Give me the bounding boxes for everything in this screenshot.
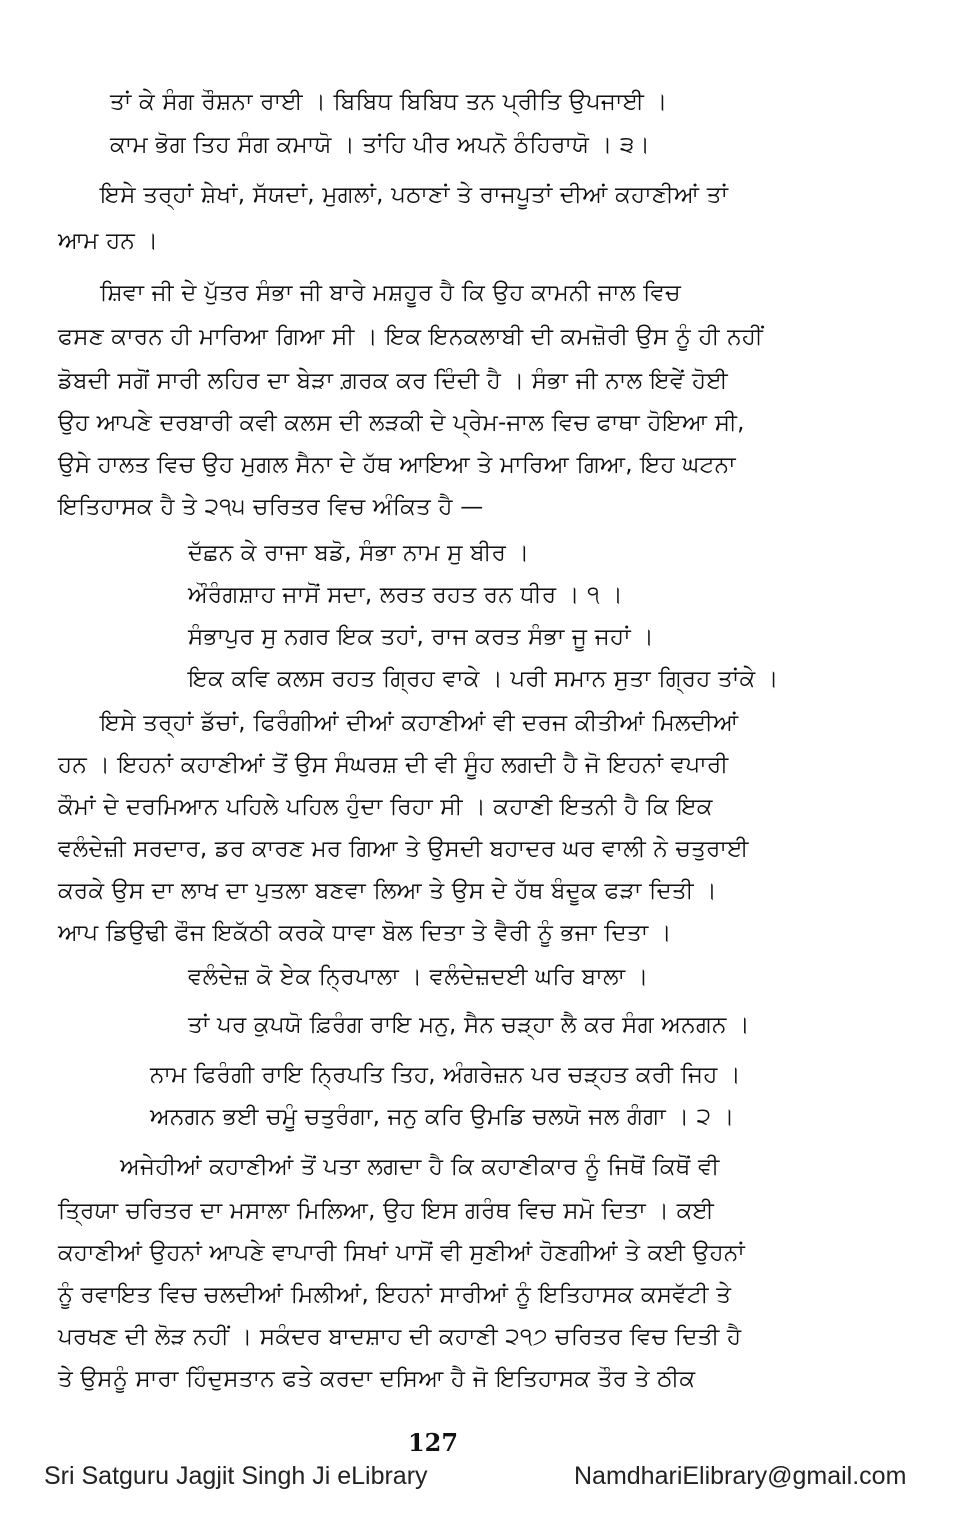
text-line: ਇਸੇ ਤਰ੍ਹਾਂ ਸ਼ੇਖਾਂ, ਸੱਯਦਾਂ, ਮੁਗਲਾਂ, ਪਠਾਣਾਂ ਤੇ ਰਾਜਪੂਤਾਂ ਦੀਆਂ ਕਹਾਣੀਆਂ ਤਾਂ <box>100 182 729 208</box>
text-line: ਤੇ ਉਸਨੂੰ ਸਾਰਾ ਹਿੰਦੁਸਤਾਨ ਫਤੇ ਕਰਦਾ ਦਸਿਆ ਹੈ ਜੋ ਇਤਿਹਾਸਕ ਤੌਰ ਤੇ ਠੀਕ <box>58 1366 696 1392</box>
page-number: 127 <box>407 1428 459 1457</box>
text-line: ਕੌਮਾਂ ਦੇ ਦਰਮਿਆਨ ਪਹਿਲੇ ਪਹਿਲ ਹੁੰਦਾ ਰਿਹਾ ਸੀ । ਕਹਾਣੀ ਇਤਨੀ ਹੈ ਕਿ ਇਕ <box>58 794 713 820</box>
verse-line: ਤਾਂ ਪਰ ਕੁਪਯੋ ਫ਼ਿਰੰਗ ਰਾਇ ਮਨੁ, ਸੈਨ ਚੜ੍ਹਾ ਲੈ ਕਰ ਸੰਗ ਅਨਗਨ । <box>188 1012 750 1038</box>
text-line: ਸ਼ਿਵਾ ਜੀ ਦੇ ਪੁੱਤਰ ਸੰਭਾ ਜੀ ਬਾਰੇ ਮਸ਼ਹੂਰ ਹੈ ਕਿ ਉਹ ਕਾਮਨੀ ਜਾਲ ਵਿਚ <box>100 280 681 306</box>
verse-line: ਸੰਭਾਪੁਰ ਸੁ ਨਗਰ ਇਕ ਤਹਾਂ, ਰਾਜ ਕਰਤ ਸੰਭਾ ਜੂ ਜਹਾਂ । <box>188 624 654 650</box>
verse-line: ਤਾਂ ਕੇ ਸੰਗ ਰੌਸ਼ਨਾ ਰਾਈ । ਬਿਬਿਧ ਬਿਬਿਧ ਤਨ ਪ੍ਰੀਤਿ ਉਪਜਾਈ । <box>110 89 668 115</box>
text-line: ਵਲੰਦੇਜ਼ੀ ਸਰਦਾਰ, ਡਰ ਕਾਰਣ ਮਰ ਗਿਆ ਤੇ ਉਸਦੀ ਬਹਾਦਰ ਘਰ ਵਾਲੀ ਨੇ ਚਤੁਰਾਈ <box>58 836 749 862</box>
verse-line: ਦੱਛਨ ਕੇ ਰਾਜਾ ਬਡੋ, ਸੰਭਾ ਨਾਮ ਸੁ ਬੀਰ । <box>188 540 530 566</box>
text-line: ਫਸਣ ਕਾਰਨ ਹੀ ਮਾਰਿਆ ਗਿਆ ਸੀ । ਇਕ ਇਨਕਲਾਬੀ ਦੀ ਕਮਜ਼ੋਰੀ ਉਸ ਨੂੰ ਹੀ ਨਹੀਂ <box>58 324 764 350</box>
footer-library-name: Sri Satguru Jagjit Singh Ji eLibrary <box>44 1462 428 1490</box>
verse-line: ਵਲੰਦੇਜ਼ ਕੋ ਏਕ ਨ੍ਰਿਪਾਲਾ । ਵਲੰਦੇਜ਼ਦਈ ਘਰਿ ਬਾਲਾ । <box>188 964 649 990</box>
verse-line: ਕਾਮ ਭੋਗ ਤਿਹ ਸੰਗ ਕਮਾਯੋ । ਤਾਂਹਿ ਪੀਰ ਅਪਨੋ ਠੰਹਿਰਾਯੋ । ੩। <box>110 132 651 158</box>
footer-email: NamdhariElibrary@gmail.com <box>574 1462 907 1490</box>
text-line: ਕਰਕੇ ਉਸ ਦਾ ਲਾਖ ਦਾ ਪੁਤਲਾ ਬਣਵਾ ਲਿਆ ਤੇ ਉਸ ਦੇ ਹੱਥ ਬੰਦੂਕ ਫੜਾ ਦਿਤੀ । <box>58 878 717 904</box>
text-line: ਨੂੰ ਰਵਾਇਤ ਵਿਚ ਚਲਦੀਆਂ ਮਿਲੀਆਂ, ਇਹਨਾਂ ਸਾਰੀਆਂ ਨੂੰ ਇਤਿਹਾਸਕ ਕਸਵੱਟੀ ਤੇ <box>58 1282 732 1308</box>
text-line: ਇਸੇ ਤਰ੍ਹਾਂ ਡੱਚਾਂ, ਫਿਰੰਗੀਆਂ ਦੀਆਂ ਕਹਾਣੀਆਂ ਵੀ ਦਰਜ ਕੀਤੀਆਂ ਮਿਲਦੀਆਂ <box>100 710 739 736</box>
text-line: ਆਮ ਹਨ । <box>58 228 159 254</box>
verse-line: ਅਨਗਨ ਭਈ ਚਮੂੰ ਚਤੁਰੰਗਾ, ਜਨੁ ਕਰਿ ਉਮਡਿ ਚਲਯੋ ਜਲ ਗੰਗਾ । ੨ । <box>150 1104 735 1130</box>
text-line: ਅਜੇਹੀਆਂ ਕਹਾਣੀਆਂ ਤੋਂ ਪਤਾ ਲਗਦਾ ਹੈ ਕਿ ਕਹਾਣੀਕਾਰ ਨੂੰ ਜਿਥੋਂ ਕਿਥੋਂ ਵੀ <box>120 1154 720 1180</box>
text-line: ਕਹਾਣੀਆਂ ਉਹਨਾਂ ਆਪਣੇ ਵਾਪਾਰੀ ਸਿਖਾਂ ਪਾਸੋਂ ਵੀ ਸੁਣੀਆਂ ਹੋਣਗੀਆਂ ਤੇ ਕਈ ਉਹਨਾਂ <box>58 1240 745 1266</box>
text-line: ਇਤਿਹਾਸਕ ਹੈ ਤੇ ੨੧੫ ਚਰਿਤਰ ਵਿਚ ਅੰਕਿਤ ਹੈ — <box>58 494 484 520</box>
verse-line: ਨਾਮ ਫਿਰੰਗੀ ਰਾਇ ਨ੍ਰਿਪਤਿ ਤਿਹ, ਅੰਗਰੇਜ਼ਨ ਪਰ ਚੜ੍ਹਤ ਕਰੀ ਜਿਹ । <box>150 1062 741 1088</box>
text-line: ਡੋਬਦੀ ਸਗੋਂ ਸਾਰੀ ਲਹਿਰ ਦਾ ਬੇੜਾ ਗ਼ਰਕ ਕਰ ਦਿੰਦੀ ਹੈ । ਸੰਭਾ ਜੀ ਨਾਲ ਇਵੇਂ ਹੋਈ <box>58 368 728 394</box>
text-line: ਤ੍ਰਿਯਾ ਚਰਿਤਰ ਦਾ ਮਸਾਲਾ ਮਿਲਿਆ, ਉਹ ਇਸ ਗਰੰਥ ਵਿਚ ਸਮੋ ਦਿਤਾ । ਕਈ <box>58 1198 715 1224</box>
verse-line: ਔਰੰਗਸ਼ਾਹ ਜਾਸੋਂ ਸਦਾ, ਲਰਤ ਰਹਤ ਰਨ ਧੀਰ । ੧ । <box>188 582 623 608</box>
text-line: ਉਹ ਆਪਣੇ ਦਰਬਾਰੀ ਕਵੀ ਕਲਸ ਦੀ ਲੜਕੀ ਦੇ ਪ੍ਰੇਮ-ਜਾਲ ਵਿਚ ਫਾਥਾ ਹੋਇਆ ਸੀ, <box>58 410 745 436</box>
verse-line: ਇਕ ਕਵਿ ਕਲਸ ਰਹਤ ਗ੍ਰਿਹ ਵਾਕੇ । ਪਰੀ ਸਮਾਨ ਸੁਤਾ ਗ੍ਰਿਹ ਤਾਂਕੇ । <box>188 666 779 692</box>
text-line: ਪਰਖਣ ਦੀ ਲੋੜ ਨਹੀਂ । ਸਕੰਦਰ ਬਾਦਸ਼ਾਹ ਦੀ ਕਹਾਣੀ ੨੧੭ ਚਰਿਤਰ ਵਿਚ ਦਿਤੀ ਹੈ <box>58 1324 742 1350</box>
text-line: ਉਸੇ ਹਾਲਤ ਵਿਚ ਉਹ ਮੁਗਲ ਸੈਨਾ ਦੇ ਹੱਥ ਆਇਆ ਤੇ ਮਾਰਿਆ ਗਿਆ, ਇਹ ਘਟਨਾ <box>58 452 736 478</box>
text-line: ਆਪ ਡਿਉਢੀ ਫੌਜ ਇਕੱਠੀ ਕਰਕੇ ਧਾਵਾ ਬੋਲ ਦਿਤਾ ਤੇ ਵੈਰੀ ਨੂੰ ਭਜਾ ਦਿਤਾ । <box>58 920 672 946</box>
text-line: ਹਨ । ਇਹਨਾਂ ਕਹਾਣੀਆਂ ਤੋਂ ਉਸ ਸੰਘਰਸ਼ ਦੀ ਵੀ ਸੂੰਹ ਲਗਦੀ ਹੈ ਜੋ ਇਹਨਾਂ ਵਪਾਰੀ <box>58 752 729 778</box>
